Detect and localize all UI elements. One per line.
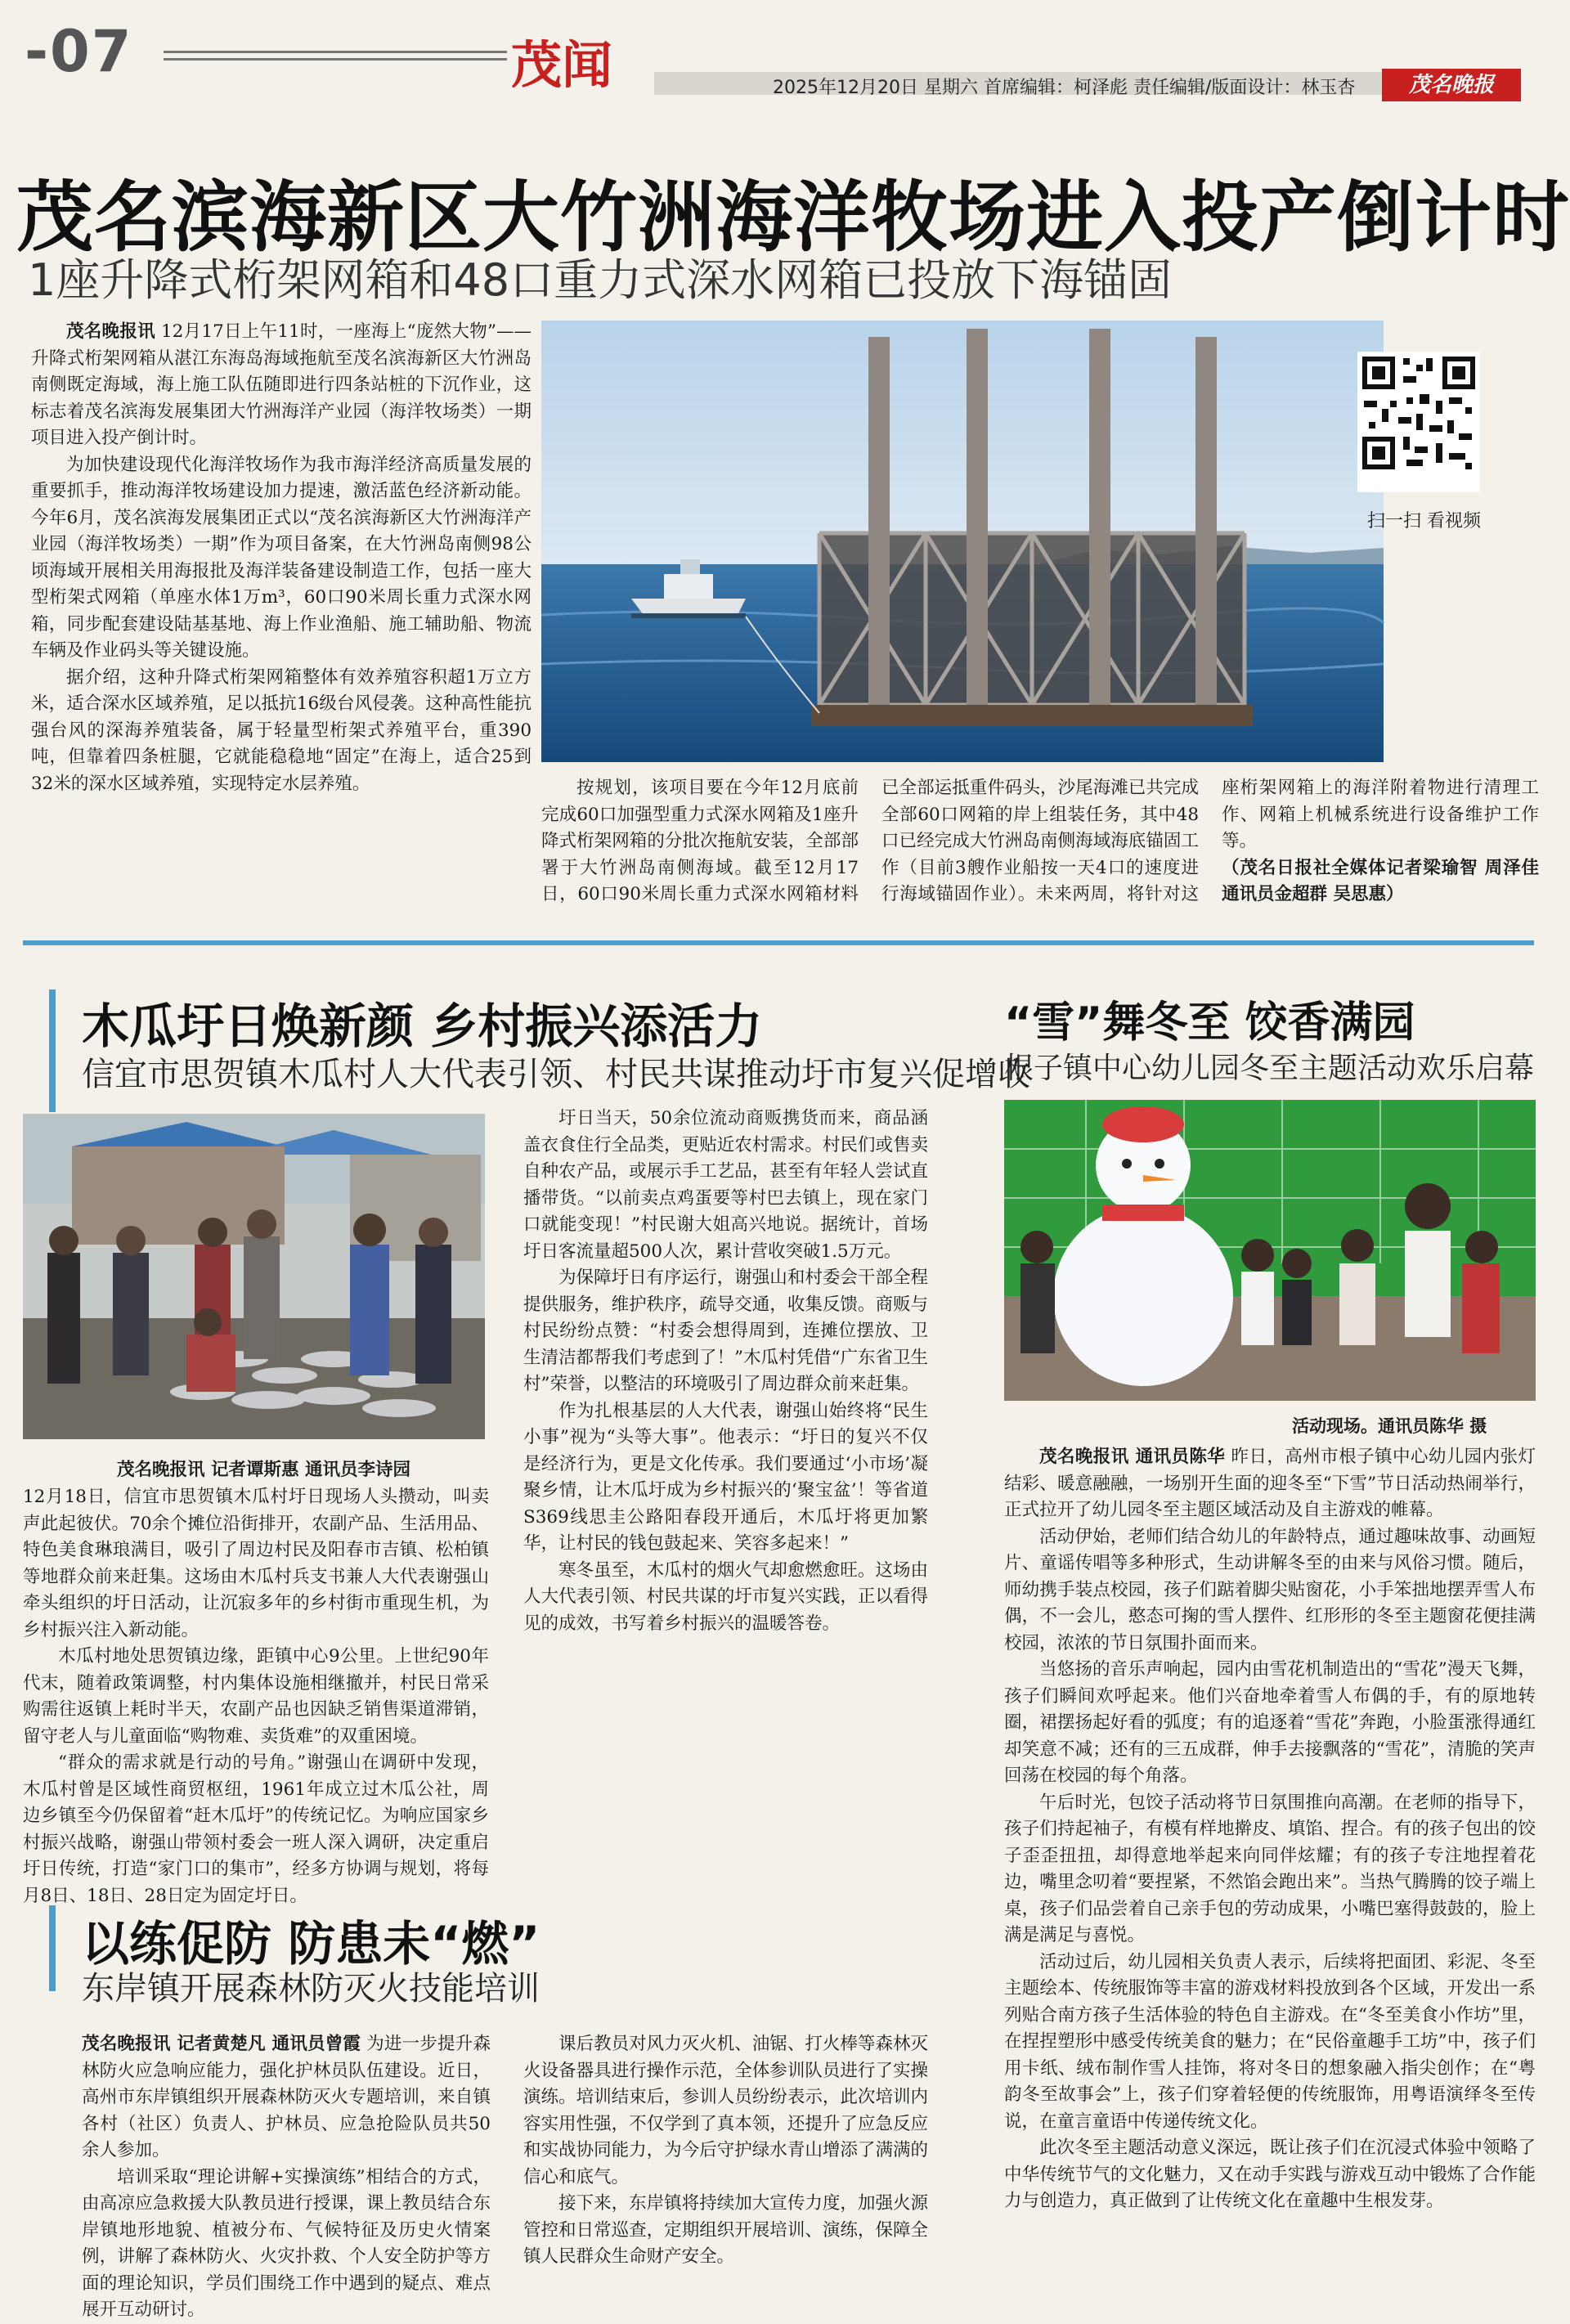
story2-p4: 圩日当天，50余位流动商贩携货而来，商品涵盖衣食住行全品类，更贴近农村需求。村民们或售卖自种农产品，或展示手工艺品，甚至有年轻人尝试直播带货。“以前卖点鸡蛋要等村巴去镇上，现在家门口就能变现！”村民谢大姐高兴地说。据统计，首场圩日客流量超500人次，累计营收突破1.5万元。 [523, 1108, 928, 1262]
story1-byline: （茂名日报社全媒体记者梁瑜智 周泽佳 通讯员金超群 吴思惠） [1222, 857, 1539, 904]
story2-accent-bar [49, 989, 56, 1112]
story4-body [1004, 1444, 1536, 2215]
story2-p6: 作为扎根基层的人大代表，谢强山始终将“民生小事”视为“头等大事”。他表示：“圩日的复兴不仅是经济行为，更是文化传承。我们要通过‘小市场’凝聚乡情，让木瓜圩成为乡村振兴的‘聚宝盆’！等省道S369线思圭公路阳春段开通后，木瓜圩将更加繁华，让村民的钱包鼓起来、笑容多起来！” [523, 1400, 928, 1554]
story3-p2: 培训采取“理论讲解+实操演练”相结合的方式，由高凉应急救援大队教员进行授课，课上教员结合东岸镇地形地貌、植被分布、气候特征及历史火情案例，讲解了森林防火、火灾扑救、个人安全防护等方面的理论知识，学员们围绕工作中遇到的疑点、难点展开互动研讨。 [82, 2166, 491, 2320]
story1-p4: 按规划，该项目要在今年12月底前完成60口加强型重力式深水网箱及1座升降式桁架网箱的分批次拖航安装，全部部署于大竹洲岛南侧海域。截至12月17日，60口90米周长重力式深水网箱材料已全部运抵重件码头，沙尾海滩已共完成全部60口网箱的岸上组装任务，其中48口已经完成大竹洲岛南侧海域海底锚固工作（目前3艘作业船按一天4口的速度进行海域锚固作业）。未来两周，将针对这座桁架网箱上的海洋附着物进行清理工作、网箱上机械系统进行设备维护工作等。 [541, 778, 1539, 904]
header-meta: 2025年12月20日 星期六 首席编辑：柯泽彪 责任编辑/版面设计：林玉杏 [773, 78, 1356, 98]
story3-col2 [523, 2031, 928, 2271]
story4-p1: 昨日，高州市根子镇中心幼儿园内张灯结彩、暖意融融，一场别开生面的迎冬至“下雪”节日活动热闹举行，正式拉开了幼儿园冬至主题区域活动及自主游戏的帷幕。 [1004, 1447, 1536, 1520]
story3-p3: 课后教员对风力灭火机、油锯、打火棒等森林灭火设备器具进行操作示范，全体参训队员进行了实操演练。培训结束后，参训人员纷纷表示，此次培训内容实用性强，不仅学到了真本领，还提升了应急反应和实战协同能力，为今后守护绿水青山增添了满满的信心和底气。 [523, 2034, 928, 2187]
story3-p4: 接下来，东岸镇将持续加大宣传力度，加强火源管控和日常巡查，定期组织开展培训、演练，保障全镇人民群众生命财产安全。 [523, 2193, 928, 2267]
story2-subtitle: 信宜市思贺镇木瓜村人大代表引领、村民共谋推动圩市复兴促增收 [82, 1056, 1030, 1093]
sea-cage-photo [541, 321, 1384, 762]
story2-p3: “群众的需求就是行动的号角。”谢强山在调研中发现，木瓜村曾是区域性商贸枢纽，1961年成立过木瓜公社，周边乡镇至今仍保留着“赶木瓜圩”的传统记忆。为响应国家乡村振兴战略，谢强山带领村委会一班人深入调研，决定重启圩日传统，打造“家门口的集市”，经多方协调与规划，将每月8日、18日、28日定为固定圩日。 [23, 1752, 489, 1906]
story2-p2: 木瓜村地处思贺镇边缘，距镇中心9公里。上世纪90年代末，随着政策调整，村内集体设施相继撤并，村民日常采购需往返镇上耗时半天，农副产品也因缺乏销售渠道滞销，留守老人与儿童面临“购物难、卖货难”的双重困境。 [23, 1646, 489, 1747]
story1-lead: 茂名晚报讯 [66, 321, 155, 342]
newspaper-logo: 茂名晚报 [1382, 69, 1521, 101]
story4-lead: 茂名晚报讯 通讯员陈华 [1039, 1447, 1226, 1467]
qr-code[interactable] [1357, 352, 1480, 492]
story2-title: 木瓜圩日焕新颜 乡村振兴添活力 [82, 998, 763, 1054]
story4-photo-caption: 活动现场。通讯员陈华 摄 [1292, 1416, 1487, 1436]
story4-p4: 午后时光，包饺子活动将节日氛围推向高潮。在老师的指导下，孩子们持起袖子，有模有样地擀皮、填馅、捏合。有的孩子包出的饺子歪歪扭扭，却得意地举起来向同伴炫耀；有的孩子专注地捏着花边，嘴里念叨着“要捏紧，不然馅会跑出来”。当热气腾腾的饺子端上桌，孩子们品尝着自己亲手包的劳动成果，小嘴巴塞得鼓鼓的，脸上满是满足与喜悦。 [1004, 1792, 1536, 1945]
story4-p2: 活动伊始，老师们结合幼儿的年龄特点，通过趣味故事、动画短片、童谣传唱等多种形式，生动讲解冬至的由来与风俗习惯。随后，师幼携手装点校园，孩子们踮着脚尖贴窗花，小手笨拙地摆弄雪人布偶，不一会儿，憨态可掬的雪人摆件、红形形的冬至主题窗花便挂满校园，浓浓的节日氛围扑面而来。 [1004, 1526, 1536, 1653]
story1-p3: 据介绍，这种升降式桁架网箱整体有效养殖容积超1万立方米，适合深水区域养殖，足以抵抗16级台风侵袭。这种高性能抗强台风的深海养殖装备，属于轻量型桁架式养殖平台，重390吨，但靠着四条桩腿，它就能稳稳地“固定”在海上，适合25到32米的深水区域养殖，实现特定水层养殖。 [31, 666, 532, 794]
story4-p5: 活动过后，幼儿园相关负责人表示，后续将把面团、彩泥、冬至主题绘本、传统服饰等丰富的游戏材料投放到各个区域，开发出一系列贴合南方孩子生活体验的特色自主游戏。在“冬至美食小作坊”里，在捏捏塑形中感受传统美食的魅力；在“民俗童趣手工坊”中，孩子们用卡纸、绒布制作雪人挂饰，将对冬日的想象融入指尖创作；在“粤韵冬至故事会”上，孩子们穿着轻便的传统服饰，用粤语演绎冬至传说，在童言童语中传递传统文化。 [1004, 1951, 1536, 2132]
kindergarten-photo [1004, 1100, 1536, 1401]
story1-p1: 12月17日上午11时，一座海上“庞然大物”——升降式桁架网箱从湛江东海岛海域拖航至茂名滨海新区大竹洲岛南侧既定海域，海上施工队伍随即进行四条站桩的下沉作业，这标志着茂名滨海发展集团大竹洲海洋产业园（海洋牧场类）一期项目进入投产倒计时。 [31, 321, 532, 448]
header-rule [164, 51, 507, 61]
story1-subtitle: 1座升降式桁架网箱和48口重力式深水网箱已投放下海锚固 [28, 254, 1173, 306]
story4-p6: 此次冬至主题活动意义深远，既让孩子们在沉浸式体验中领略了中华传统节气的文化魅力，又在动手实践与游戏互动中锻炼了合作能力与创造力，真正做到了让传统文化在童趣中生根发芽。 [1004, 2138, 1536, 2211]
story4-p3: 当悠扬的音乐声响起，园内由雪花机制造出的“雪花”漫天飞舞，孩子们瞬间欢呼起来。他们兴奋地牵着雪人布偶的手，有的原地转圈，裙摆扬起好看的弧度；有的追逐着“雪花”奔跑，小脸蛋涨得通红却笑意不减；还有的三五成群，伸手去接飘落的“雪花”，清脆的笑声回荡在校园的每个角落。 [1004, 1659, 1536, 1786]
story4-subtitle: 根子镇中心幼儿园冬至主题活动欢乐启幕 [1004, 1052, 1535, 1085]
story2-p5: 为保障圩日有序运行，谢强山和村委会干部全程提供服务，维护秩序，疏导交通，收集反馈。商贩与村民纷纷点赞：“村委会想得周到，连摊位摆放、卫生清洁都帮我们考虑到了！”木瓜村凭借“广东省卫生村”荣誉，以整洁的环境吸引了周边群众前来赶集。 [523, 1267, 928, 1394]
story3-lead: 茂名晚报讯 记者黄楚凡 通讯员曾霞 [82, 2034, 361, 2054]
story3-accent-bar [49, 1905, 56, 1991]
market-photo [23, 1114, 485, 1439]
story1-col2 [541, 775, 1539, 914]
story2-col1-body [23, 1484, 489, 1909]
qr-caption: 扫一扫 看视频 [1367, 511, 1481, 532]
story2-col1 [82, 1457, 489, 1484]
story3-p1: 为进一步提升森林防火应急响应能力，强化护林员队伍建设。近日，高州市东岸镇组织开展森林防灭火专题培训，来自镇各村（社区）负责人、护林员、应急抢险队员共50余人参加。 [82, 2034, 491, 2160]
section-name: 茂闻 [511, 35, 613, 95]
story2-lead: 茂名晚报讯 记者谭斯惠 通讯员李诗园 [117, 1460, 410, 1480]
story3-subtitle: 东岸镇开展森林防灭火技能培训 [82, 1970, 540, 2008]
story1-p2: 为加快建设现代化海洋牧场作为我市海洋经济高质量发展的重要抓手，推动海洋牧场建设加力提速，激活蓝色经济新动能。今年6月，茂名滨海发展集团正式以“茂名滨海新区大竹洲海洋产业园（海洋牧场类）一期”作为项目备案，在大竹洲岛南侧98公顷海域开展相关用海报批及海洋装备建设制造工作，包括一座大型桁架式网箱（单座水体1万m³，60口90米周长重力式深水网箱，同步配套建设陆基基地、海上作业渔船、施工辅助船、物流车辆及作业码头等关键设施。 [31, 454, 532, 661]
section-divider [23, 940, 1534, 945]
story3-col1 [82, 2031, 491, 2320]
story1-title: 茂名滨海新区大竹洲海洋牧场进入投产倒计时 [16, 173, 1570, 262]
story1-col1 [31, 319, 532, 797]
story2-col2 [523, 1106, 928, 1637]
story4-title: “雪”舞冬至 饺香满园 [1004, 998, 1415, 1048]
story2-p7: 寒冬虽至，木瓜村的烟火气却愈燃愈旺。这场由人大代表引领、村民共谋的圩市复兴实践，正以看得见的成效，书写着乡村振兴的温暖答卷。 [523, 1559, 928, 1634]
story2-p1: 12月18日，信宜市思贺镇木瓜村圩日现场人头攒动，叫卖声此起彼伏。70余个摊位沿街排开，农副产品、生活用品、特色美食琳琅满目，吸引了周边村民及阳春市吉镇、松柏镇等地群众前来赶集。这场由木瓜村兵支书兼人大代表谢强山牵头组织的圩日活动，让沉寂多年的乡村街市重现生机，为乡村振兴注入新动能。 [23, 1487, 489, 1640]
page-number: -07 [25, 18, 133, 85]
story3-title: 以练促防 防患未“燃” [82, 1916, 541, 1972]
